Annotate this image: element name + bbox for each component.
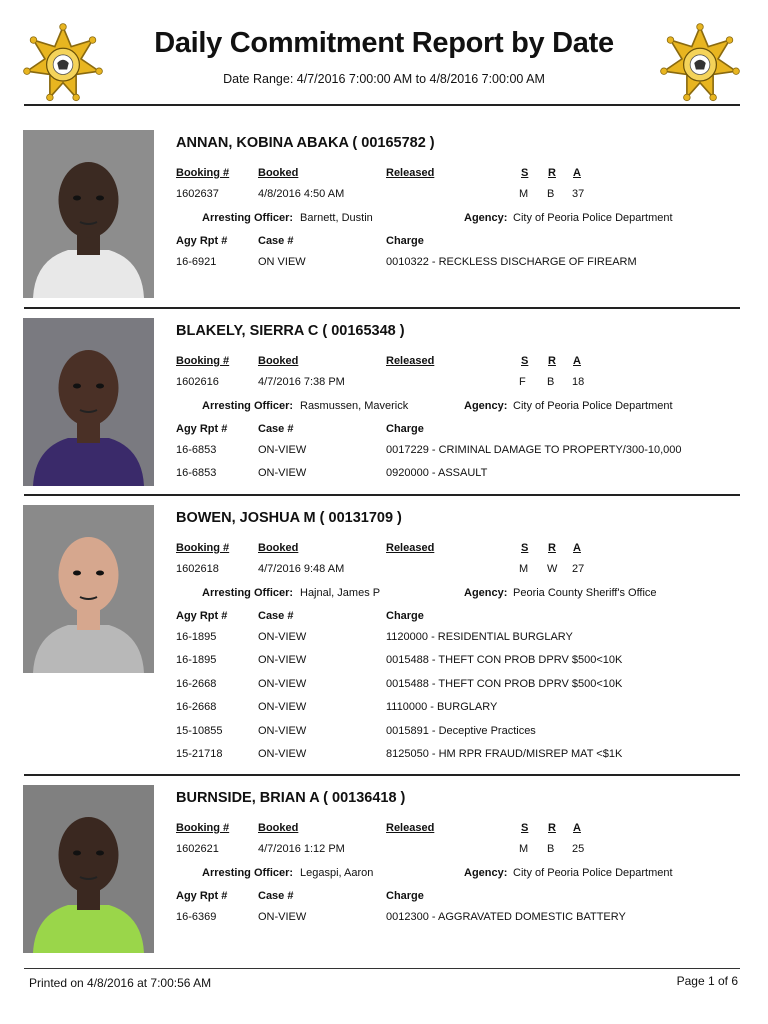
charge-header: Charge (386, 423, 424, 435)
printed-on: Printed on 4/8/2016 at 7:00:56 AM (29, 976, 212, 990)
agency-value: City of Peoria Police Department (513, 212, 673, 224)
booking-header: Booking # (176, 822, 230, 834)
age-value: 27 (572, 563, 585, 575)
booked-datetime: 4/7/2016 7:38 PM (258, 376, 345, 388)
agency-label: Agency: (464, 400, 508, 412)
case-header: Case # (258, 235, 294, 247)
inmate-name: BLAKELY, SIERRA C ( 00165348 ) (176, 323, 405, 339)
booked-header: Booked (258, 355, 299, 367)
record-divider (24, 774, 740, 776)
released-header: Released (386, 542, 435, 554)
inmate-name: BOWEN, JOSHUA M ( 00131709 ) (176, 510, 402, 526)
inmate-name: ANNAN, KOBINA ABAKA ( 00165782 ) (176, 135, 435, 151)
charge-agy-rpt: 16-2668 (176, 701, 217, 714)
agency-value: City of Peoria Police Department (513, 400, 673, 412)
sex-header: S (521, 355, 529, 367)
charge-description: 1110000 - BURGLARY (386, 701, 498, 714)
charge-case: ON-VIEW (258, 748, 307, 760)
agy-rpt-header: Agy Rpt # (176, 610, 228, 622)
inmate-name: BURNSIDE, BRIAN A ( 00136418 ) (176, 790, 406, 806)
charge-description: 0017229 - CRIMINAL DAMAGE TO PROPERTY/300-10,000 (386, 444, 682, 456)
charge-header: Charge (386, 235, 424, 247)
agency-label: Agency: (464, 587, 508, 599)
arresting-officer: Hajnal, James P (300, 587, 381, 599)
date-range: Date Range: 4/7/2016 7:00:00 AM to 4/8/2016 7:00:00 AM (223, 72, 545, 86)
arresting-officer: Barnett, Dustin (300, 212, 373, 224)
charge-case: ON-VIEW (258, 701, 307, 714)
booked-header: Booked (258, 167, 299, 179)
sex-value: M (519, 188, 529, 200)
age-value: 25 (572, 843, 585, 855)
agy-rpt-header: Agy Rpt # (176, 890, 228, 902)
arresting-officer-label: Arresting Officer: (202, 212, 294, 224)
race-header: R (548, 822, 556, 834)
booked-datetime: 4/7/2016 9:48 AM (258, 563, 345, 575)
mugshot-photo (23, 505, 154, 673)
charge-case: ON-VIEW (258, 444, 307, 456)
arresting-officer-label: Arresting Officer: (202, 587, 294, 599)
charge-case: ON-VIEW (258, 654, 307, 667)
race-value: B (547, 188, 555, 200)
case-header: Case # (258, 610, 294, 622)
booked-header: Booked (258, 822, 299, 834)
sex-header: S (521, 167, 529, 179)
age-header: A (573, 355, 581, 367)
booked-datetime: 4/8/2016 4:50 AM (258, 188, 345, 200)
record-divider (24, 307, 740, 309)
charge-case: ON VIEW (258, 256, 306, 268)
agency-label: Agency: (464, 867, 508, 879)
person-silhouette-icon (23, 785, 154, 953)
age-value: 18 (572, 376, 585, 388)
charge-agy-rpt: 16-6921 (176, 256, 217, 268)
charge-case: ON-VIEW (258, 631, 307, 643)
person-silhouette-icon (23, 130, 154, 298)
age-header: A (573, 167, 581, 179)
sex-value: M (519, 563, 529, 575)
agy-rpt-header: Agy Rpt # (176, 423, 228, 435)
case-header: Case # (258, 423, 294, 435)
age-header: A (573, 542, 581, 554)
race-value: B (547, 376, 555, 388)
person-silhouette-icon (23, 318, 154, 486)
charge-description: 8125050 - HM RPR FRAUD/MISREP MAT <$1K (386, 748, 623, 760)
arresting-officer-label: Arresting Officer: (202, 400, 294, 412)
released-header: Released (386, 355, 435, 367)
charge-header: Charge (386, 890, 424, 902)
race-header: R (548, 167, 556, 179)
race-header: R (548, 542, 556, 554)
footer-divider (24, 968, 740, 969)
booked-header: Booked (258, 542, 299, 554)
charge-description: 0012300 - AGGRAVATED DOMESTIC BATTERY (386, 911, 626, 923)
age-header: A (573, 822, 581, 834)
agency-value: City of Peoria Police Department (513, 867, 673, 879)
charge-description: 0010322 - RECKLESS DISCHARGE OF FIREARM (386, 256, 637, 268)
booking-header: Booking # (176, 355, 230, 367)
charge-header: Charge (386, 610, 424, 622)
age-value: 37 (572, 188, 585, 200)
race-value: W (547, 563, 558, 575)
person-silhouette-icon (23, 505, 154, 673)
charge-agy-rpt: 16-6853 (176, 444, 217, 456)
charge-case: ON-VIEW (258, 724, 307, 737)
charge-agy-rpt: 16-6853 (176, 467, 217, 480)
charge-case: ON-VIEW (258, 467, 307, 480)
sex-header: S (521, 542, 529, 554)
sex-header: S (521, 822, 529, 834)
charge-agy-rpt: 15-10855 (176, 724, 223, 737)
booking-number: 1602621 (176, 843, 219, 855)
race-header: R (548, 355, 556, 367)
booked-datetime: 4/7/2016 1:12 PM (258, 843, 345, 855)
charge-case: ON-VIEW (258, 911, 307, 923)
arresting-officer: Rasmussen, Maverick (300, 400, 409, 412)
charge-case: ON-VIEW (258, 677, 307, 690)
report-title: Daily Commitment Report by Date (154, 27, 614, 59)
charge-description: 0015488 - THEFT CON PROB DPRV $500<10K (386, 654, 623, 667)
charge-agy-rpt: 16-1895 (176, 631, 217, 643)
record-divider (24, 494, 740, 496)
agency-label: Agency: (464, 212, 508, 224)
mugshot-photo (23, 130, 154, 298)
race-value: B (547, 843, 555, 855)
released-header: Released (386, 822, 435, 834)
sex-value: F (519, 376, 526, 388)
released-header: Released (386, 167, 435, 179)
mugshot-photo (23, 785, 154, 953)
arresting-officer-label: Arresting Officer: (202, 867, 294, 879)
booking-number: 1602616 (176, 376, 219, 388)
charge-agy-rpt: 16-6369 (176, 911, 217, 923)
sex-value: M (519, 843, 529, 855)
charge-agy-rpt: 15-21718 (176, 748, 223, 760)
page-number: Page 1 of 6 (676, 974, 738, 988)
booking-number: 1602618 (176, 563, 219, 575)
agy-rpt-header: Agy Rpt # (176, 235, 228, 247)
case-header: Case # (258, 890, 294, 902)
booking-header: Booking # (176, 167, 230, 179)
charge-description: 1120000 - RESIDENTIAL BURGLARY (386, 631, 573, 643)
charge-description: 0015891 - Deceptive Practices (386, 724, 536, 737)
charge-agy-rpt: 16-1895 (176, 654, 217, 667)
agency-value: Peoria County Sheriff's Office (513, 587, 657, 599)
charge-description: 0920000 - ASSAULT (386, 467, 488, 480)
booking-number: 1602637 (176, 188, 219, 200)
header-divider (24, 104, 740, 106)
booking-header: Booking # (176, 542, 230, 554)
charge-agy-rpt: 16-2668 (176, 677, 217, 690)
mugshot-photo (23, 318, 154, 486)
charge-description: 0015488 - THEFT CON PROB DPRV $500<10K (386, 677, 623, 690)
arresting-officer: Legaspi, Aaron (300, 867, 374, 879)
